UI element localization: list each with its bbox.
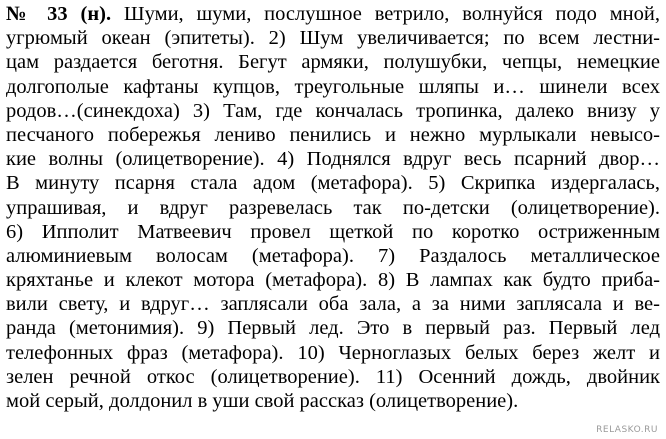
text-line-16: зелен речной откос (олицетворение). 11) Осенний дождь, двойник bbox=[6, 365, 660, 388]
text-line-2: угрюмый океан (эпитеты). 2) Шум увеличивается; по всем лестни- bbox=[6, 27, 660, 50]
text-line-12: кряхтанье и клекот мотора (метафора). 8) В лампах как будто приба- bbox=[6, 269, 660, 292]
text-line-14: ранда (метонимия). 9) Первый лед. Это в первый раз. Первый лед bbox=[6, 317, 660, 340]
text-line-11: алюминиевым волосам (метафора). 7) Раздалось металлическое bbox=[6, 244, 660, 267]
text-line-10: 6) Ипполит Матвеевич провел щеткой по коротко остриженным bbox=[6, 220, 660, 243]
exercise-answer-text bbox=[6, 2, 660, 413]
text-line-5: родов…(синекдоха) 3) Там, где кончалась тропинка, далеко внизу у bbox=[6, 99, 660, 122]
text-line-6: песчаного побережья лениво пенились и нежно мурлыкали невысо- bbox=[6, 123, 660, 146]
text-line-1-content: Шуми, шуми, послушное ветрило, волнуйся подо мной, bbox=[111, 3, 660, 25]
text-line-13: вили свету, и вдруг… заплясали оба зала, а за ними заплясала и ве- bbox=[6, 293, 660, 316]
text-line-4: долгополые кафтаны купцов, треугольные шляпы и… шинели всех bbox=[6, 75, 660, 98]
text-line-1 bbox=[6, 2, 660, 26]
text-line-17: мой серый, долдонил в уши свой рассказ (олицетворение). bbox=[6, 390, 519, 412]
text-line-15: телефонных фраз (метафора). 10) Черноглазых белых берез желт и bbox=[6, 341, 660, 364]
exercise-number: № 33 (н). bbox=[6, 3, 112, 25]
site-watermark: RELASKO.RU bbox=[596, 425, 658, 435]
text-line-7: кие волны (олицетворение). 4) Поднялся вдруг весь псарний двор… bbox=[6, 148, 660, 171]
text-line-3: цам раздается беготня. Бегут армяки, полушубки, чепцы, немецкие bbox=[6, 51, 660, 74]
text-line-9: упрашивая, и вдруг разревелась так по-детски (олицетворение). bbox=[6, 196, 660, 219]
text-line-8: В минуту псарня стала адом (метафора). 5) Скрипка издергалась, bbox=[6, 172, 660, 195]
